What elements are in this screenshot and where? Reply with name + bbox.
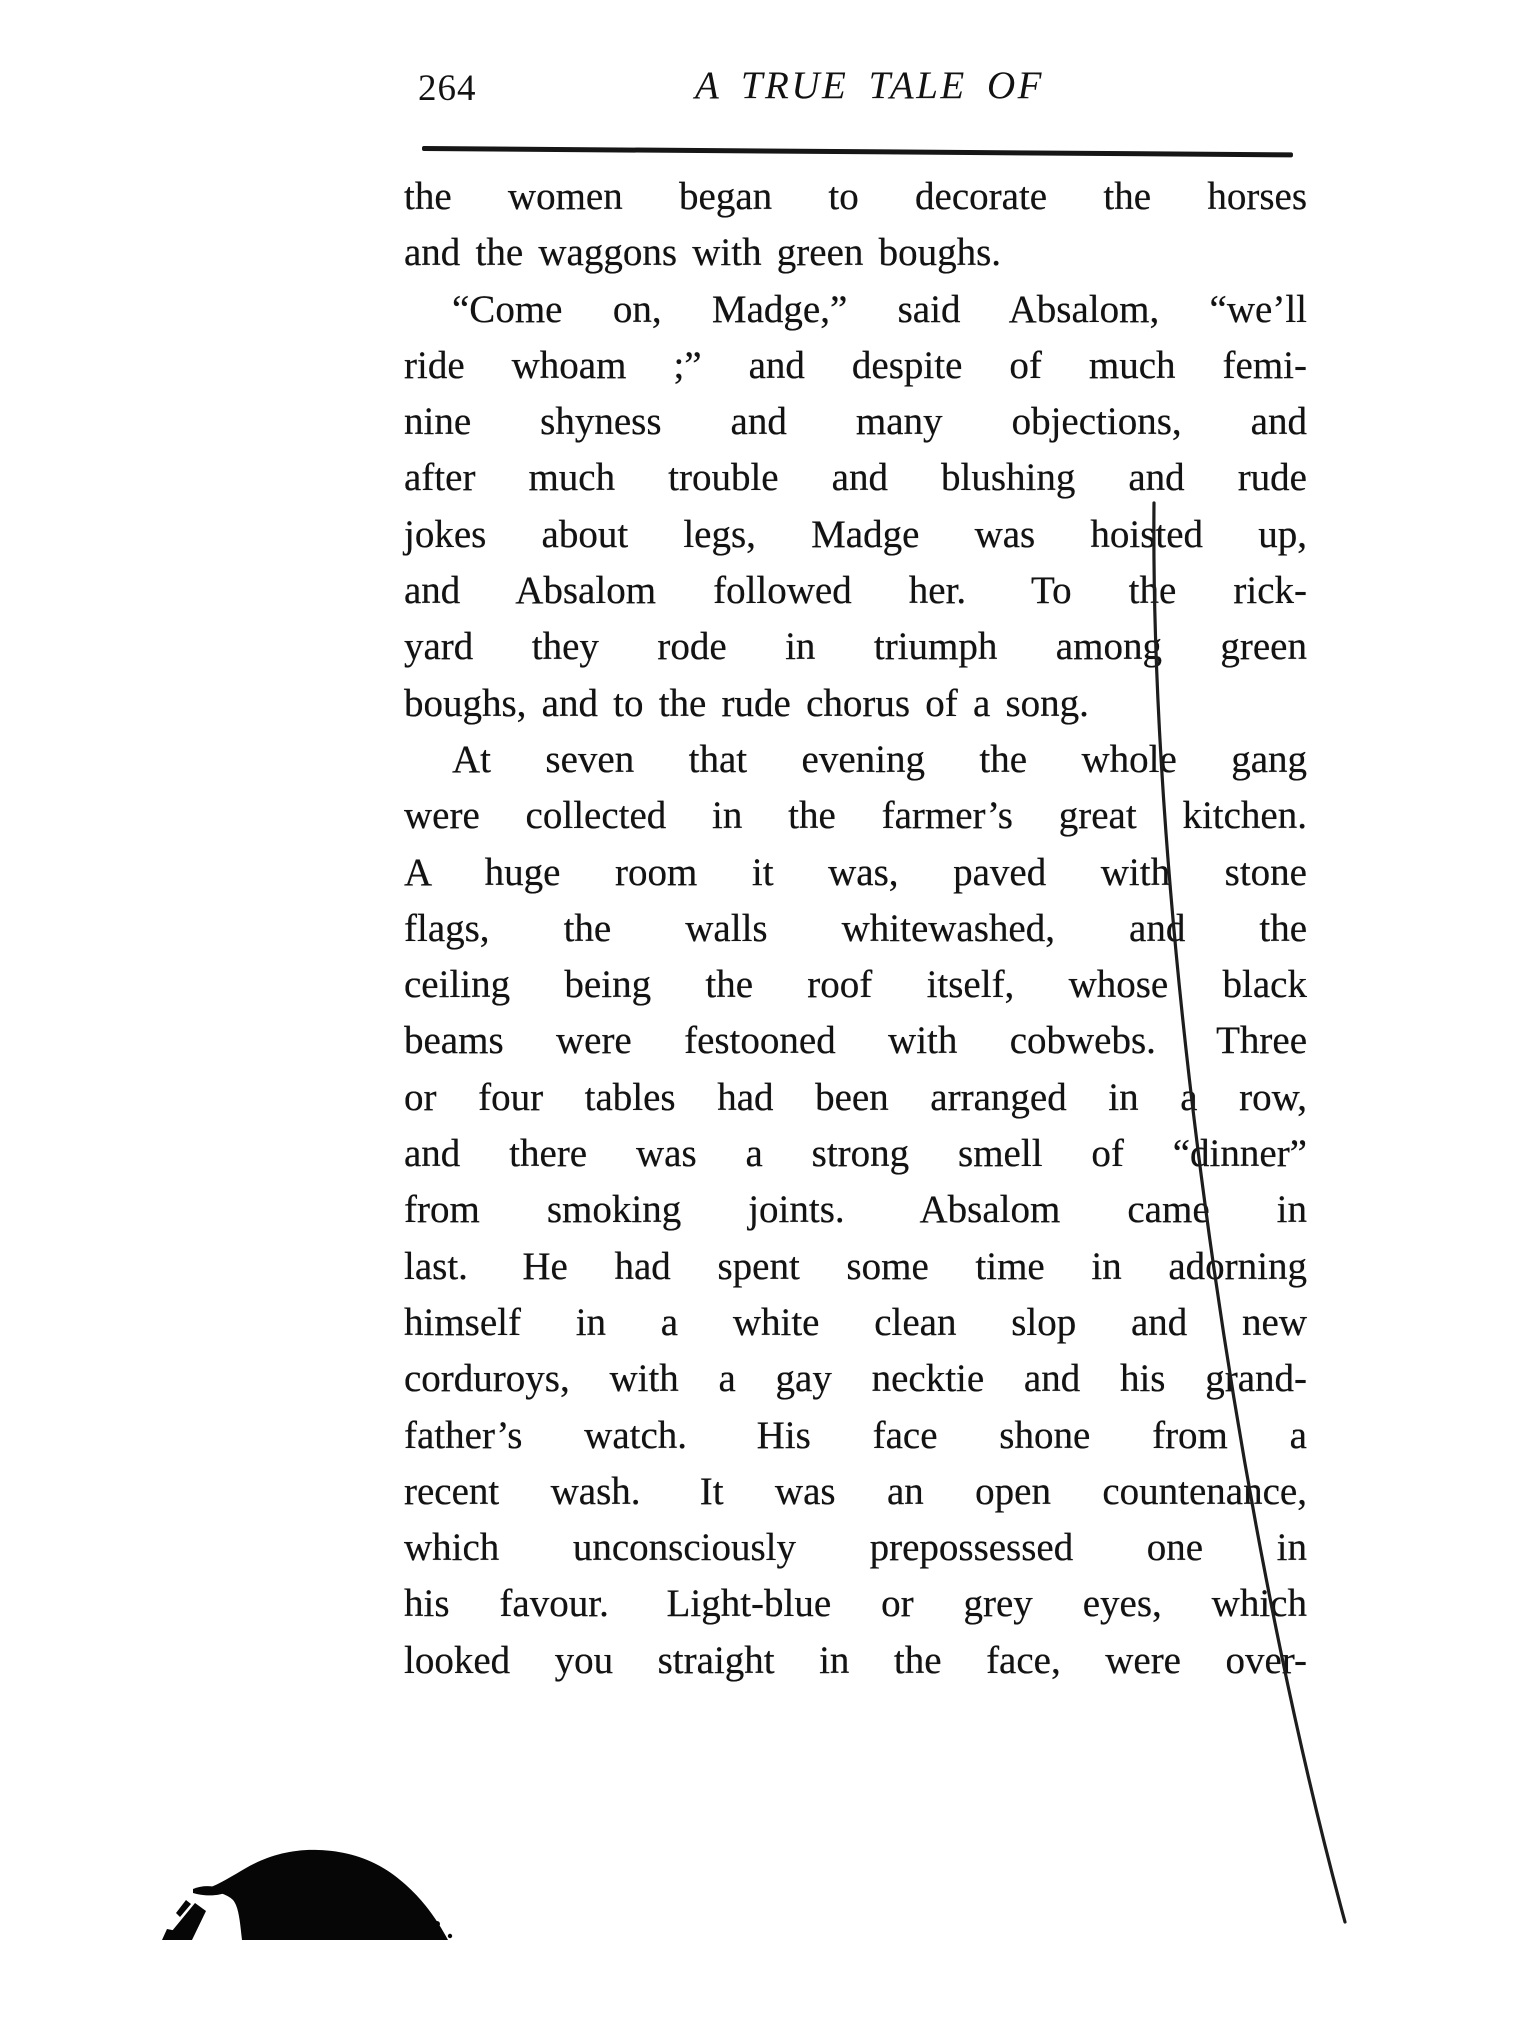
text-line: recent wash. It was an open countenance, bbox=[404, 1469, 1307, 1513]
text-line: and Absalom followed her. To the rick- bbox=[404, 569, 1307, 613]
text-line: from smoking joints. Absalom came in bbox=[404, 1188, 1307, 1232]
text-line: or four tables had been arranged in a row, bbox=[404, 1075, 1307, 1119]
text-line: and the waggons with green boughs. bbox=[404, 231, 1002, 275]
text-line: the women began to decorate the horses bbox=[404, 175, 1307, 218]
text-line: last. He had spent some time in adorning bbox=[404, 1244, 1307, 1288]
text-line: jokes about legs, Madge was hoisted up, bbox=[404, 512, 1307, 556]
running-header: A TRUE TALE OF bbox=[695, 64, 1044, 107]
text-line: after much trouble and blushing and rude bbox=[404, 456, 1307, 500]
text-line: ceiling being the roof itself, whose black bbox=[404, 963, 1307, 1007]
text-line: and there was a strong smell of “dinner” bbox=[404, 1132, 1307, 1176]
text-line: At seven that evening the whole gang bbox=[452, 737, 1307, 781]
text-line: were collected in the farmer’s great kitchen. bbox=[404, 794, 1307, 838]
text-line: himself in a white clean slop and new bbox=[404, 1300, 1307, 1344]
text-line: “Come on, Madge,” said Absalom, “we’ll bbox=[452, 287, 1307, 331]
ink-blot-artifact bbox=[162, 1850, 452, 1940]
text-line: his favour. Light-blue or grey eyes, which bbox=[404, 1582, 1307, 1626]
text-line: boughs, and to the rude chorus of a song. bbox=[404, 681, 1089, 725]
text-line: beams were festooned with cobwebs. Three bbox=[404, 1019, 1307, 1063]
text-line: yard they rode in triumph among green bbox=[404, 625, 1307, 669]
text-line: corduroys, with a gay necktie and his grand- bbox=[404, 1357, 1307, 1401]
page-number: 264 bbox=[418, 68, 477, 109]
text-line: which unconsciously prepossessed one in bbox=[404, 1526, 1307, 1570]
page-text bbox=[404, 169, 1307, 1689]
text-line: A huge room it was, paved with stone bbox=[404, 850, 1307, 894]
text-line: nine shyness and many objections, and bbox=[404, 400, 1307, 444]
page-header bbox=[404, 66, 1307, 110]
text-line: looked you straight in the face, were over- bbox=[404, 1638, 1307, 1682]
text-line: ride whoam ;” and despite of much femi- bbox=[404, 343, 1307, 387]
text-line: father’s watch. His face shone from a bbox=[404, 1413, 1307, 1457]
header-rule bbox=[422, 146, 1293, 157]
text-line: flags, the walls whitewashed, and the bbox=[404, 906, 1307, 950]
